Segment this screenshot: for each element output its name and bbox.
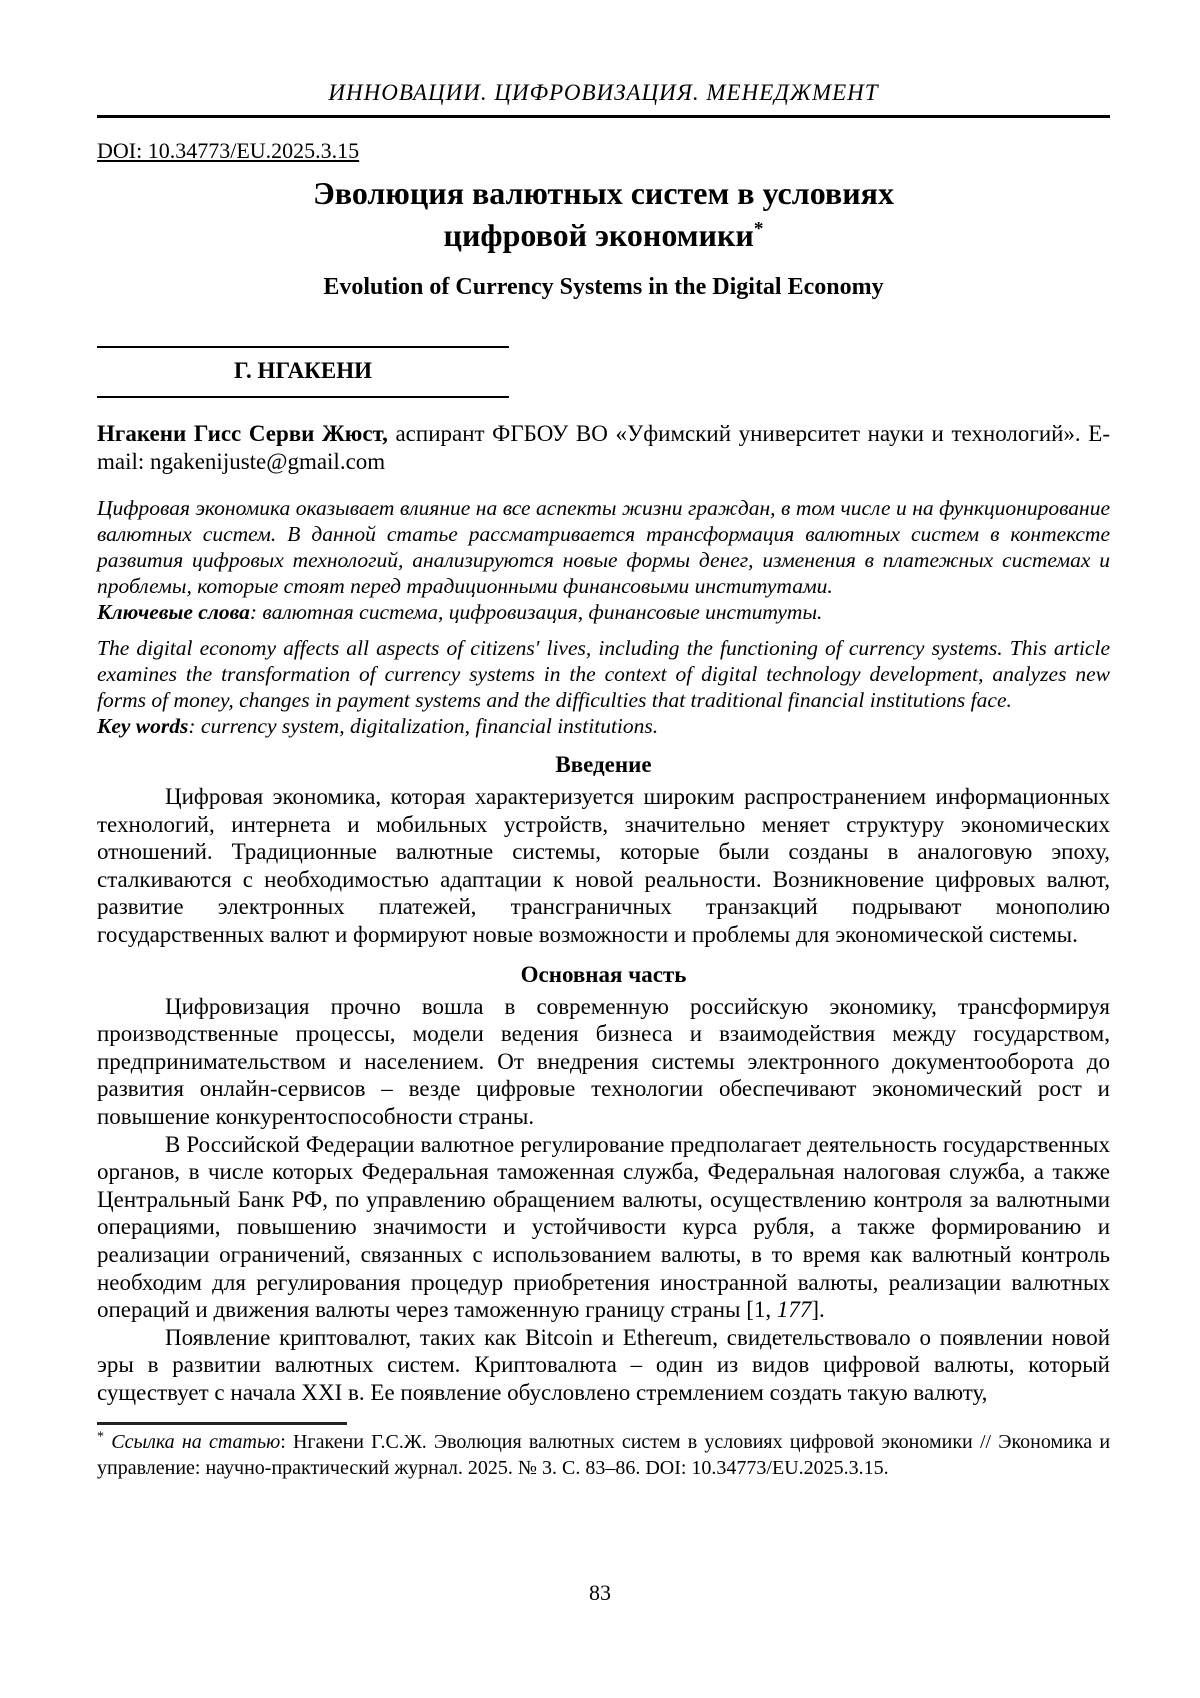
article-title-en: Evolution of Currency Systems in the Digital Economy — [323, 274, 884, 300]
abstract-en: The digital economy affects all aspects of citizens' lives, including the functioning of currency systems. This article examines the transformation of currency systems in the context of digital technology development, analyzes new forms of money, changes in payment systems and the difficulties that traditional financial institutions face. — [97, 636, 1110, 712]
main-paragraph-2 — [97, 1131, 1110, 1324]
article-title-ru-line1: Эволюция валютных систем в условиях — [313, 175, 894, 211]
abstract-ru: Цифровая экономика оказывает влияние на все аспекты жизни граждан, в том числе и на функционирование валютных систем. В данной статье рассматривается трансформация валютных систем в контексте развития цифровых технологий, анализируются новые формы денег, изменения в платежных системах и проблемы, которые стоят перед традиционными финансовыми институтами. — [97, 496, 1110, 598]
keywords-ru-label: Ключевые слова — [97, 600, 250, 624]
doi-text: DOI: 10.34773/EU.2025.3.15 — [97, 138, 360, 163]
running-head-text: ИННОВАЦИИ. ЦИФРОВИЗАЦИЯ. МЕНЕДЖМЕНТ — [328, 80, 879, 105]
page-number: 83 — [589, 1580, 611, 1605]
footnote-text: : Нгакени Г.С.Ж. Эволюция валютных систем в условиях цифровой экономики // Экономика и управление: научно-практический журнал. 2025. № 3. С. 83–86. DOI: 10.34773/EU.2025.3.15. — [97, 1431, 1111, 1479]
running-head — [97, 80, 1110, 118]
keywords-en-label: Key words — [97, 714, 189, 738]
section-heading-main: Основная часть — [520, 961, 687, 987]
main-paragraph-2-ref-page: 177 — [776, 1297, 812, 1323]
footnote-separator — [97, 1422, 347, 1425]
keywords-ru-text: : валютная система, цифровизация, финансовые институты. — [249, 600, 823, 624]
author-name-bold: Нгакени Гисс Серви Жюст, — [97, 421, 388, 446]
main-paragraph-1: Цифровизация прочно вошла в современную российскую экономику, трансформируя производственные процессы, модели ведения бизнеса и взаимодействия между государством, предпринимательством и населением. От внедрения системы электронного документооборота до развития онлайн-сервисов – везде цифровые технологии обеспечивают экономический рост и повышение конкурентоспособности страны. — [97, 993, 1110, 1129]
keywords-en-text: : currency system, digitalization, financial institutions. — [188, 714, 659, 738]
keywords-en — [97, 713, 1110, 739]
author-display-name: Г. НГАКЕНИ — [234, 358, 372, 383]
main-paragraph-2-text: В Российской Федерации валютное регулирование предполагает деятельность государственных органов, в числе которых Федеральная таможенная служба, Федеральная налоговая служба, а также Центральный Банк РФ, по управлению обращением валюты, осуществлению контроля за валютными операциями, повышению значимости и устойчивости курса рубля, а также формированию и реализации ограничений, связанных с использованием валюты, в то время как валютный контроль необходим для регулирования процедур приобретения иностранной валюты, реализации валютных операций и движения валюты через таможенную границу страны [1, — [97, 1131, 1110, 1323]
author-affiliation: аспирант ФГБОУ ВО «Уфимский университет науки и технологий». E-mail: ngakenijuste@gmail.com — [97, 421, 1110, 474]
intro-paragraph: Цифровая экономика, которая характеризуется широким распространением информационных технологий, интернета и мобильных устройств, значительно меняет структуру экономических отношений. Традиционные валютные системы, которые были созданы в аналоговую эпоху, сталкиваются с необходимостью адаптации к новой реальности. Возникновение цифровых валют, развитие электронных платежей, трансграничных транзакций подрывают монополию государственных валют и формируют новые возможности и проблемы для экономической системы. — [97, 784, 1110, 947]
keywords-ru — [97, 599, 1110, 625]
footnote-label: Ссылка на статью — [111, 1431, 281, 1454]
section-heading-intro: Введение — [555, 752, 652, 777]
footnote-marker: * — [97, 1429, 104, 1445]
article-title-ru — [97, 172, 1110, 256]
title-footnote-marker: * — [753, 218, 764, 240]
article-title-ru-line2: цифровой экономики — [443, 217, 754, 253]
main-paragraph-3: Появление криптовалют, таких как Bitcoin и Ethereum, свидетельствовало о появлении новой эры в развитии валютных систем. Криптовалюта – один из видов цифровой валюты, который существует с начала XXI в. Ее появление обусловлено стремлением создать такую валюту, — [97, 1324, 1110, 1405]
author-info — [97, 420, 1110, 475]
main-paragraph-2-close: ]. — [811, 1297, 825, 1323]
author-box — [97, 346, 509, 398]
doi-line — [97, 138, 1110, 164]
footnote — [97, 1430, 1110, 1481]
